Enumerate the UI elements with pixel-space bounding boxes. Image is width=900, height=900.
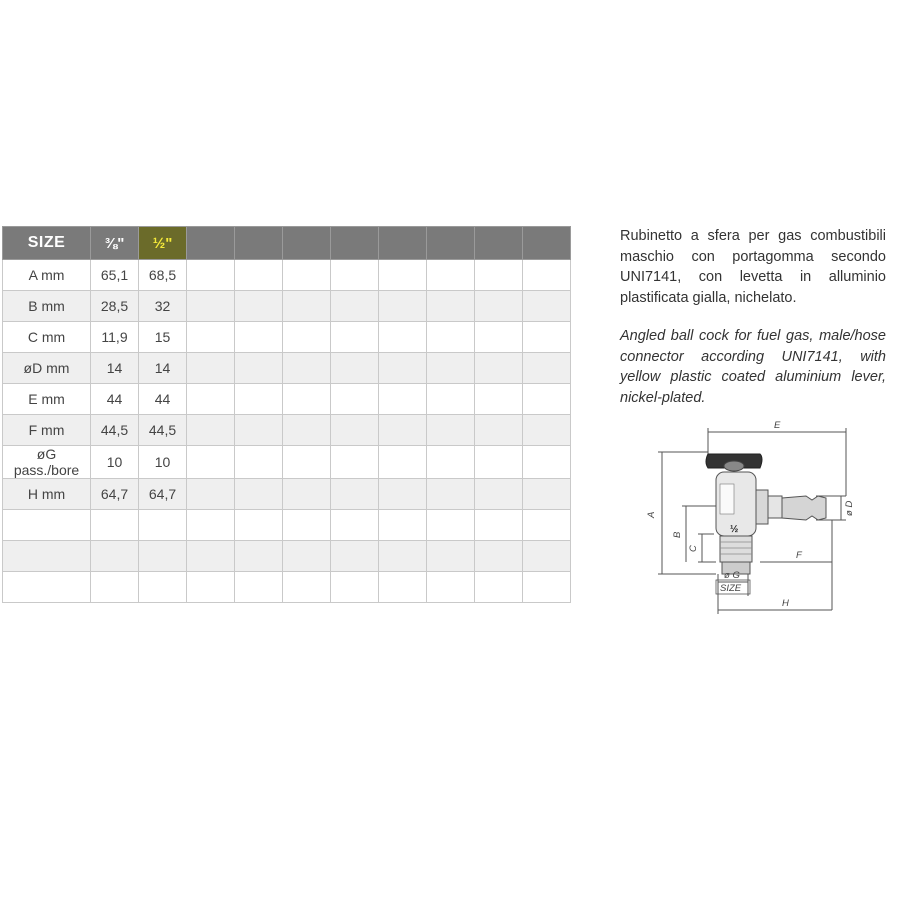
table-cell xyxy=(139,572,187,603)
table-cell xyxy=(283,260,331,291)
row-label: B mm xyxy=(3,291,91,322)
table-cell: 28,5 xyxy=(91,291,139,322)
table-cell: 44 xyxy=(91,384,139,415)
table-cell xyxy=(91,572,139,603)
table-row xyxy=(3,291,571,322)
row-label: H mm xyxy=(3,479,91,510)
row-label: A mm xyxy=(3,260,91,291)
table-cell xyxy=(523,510,571,541)
table-cell xyxy=(523,541,571,572)
description-italian: Rubinetto a sfera per gas combustibili maschio con portagomma secondo UNI7141, con levetta in alluminio plastificata gialla, nichelato. xyxy=(620,228,886,306)
table-cell xyxy=(475,572,523,603)
table-row xyxy=(3,510,571,541)
table-cell xyxy=(283,415,331,446)
table-cell xyxy=(379,291,427,322)
row-label: C mm xyxy=(3,322,91,353)
table-cell xyxy=(91,541,139,572)
table-cell xyxy=(523,446,571,479)
table-cell xyxy=(427,260,475,291)
table-cell xyxy=(235,510,283,541)
table-cell xyxy=(187,384,235,415)
size-column-header xyxy=(427,227,475,260)
table-cell xyxy=(283,353,331,384)
table-row xyxy=(3,572,571,603)
table-cell xyxy=(235,479,283,510)
table-cell xyxy=(235,572,283,603)
dim-label-g: ø G xyxy=(724,570,740,581)
dim-label-c: C xyxy=(688,545,699,552)
table-cell xyxy=(475,510,523,541)
table-cell xyxy=(283,541,331,572)
table-cell: 65,1 xyxy=(91,260,139,291)
row-label xyxy=(3,572,91,603)
table-cell xyxy=(187,322,235,353)
table-cell: 14 xyxy=(139,353,187,384)
table-row xyxy=(3,541,571,572)
table-cell: 68,5 xyxy=(139,260,187,291)
table-cell xyxy=(235,291,283,322)
table-cell xyxy=(187,572,235,603)
table-cell xyxy=(523,384,571,415)
table-row xyxy=(3,384,571,415)
size-column-header xyxy=(187,227,235,260)
table-cell xyxy=(379,479,427,510)
table-cell xyxy=(187,446,235,479)
table-cell xyxy=(379,353,427,384)
table-row xyxy=(3,260,571,291)
table-body xyxy=(3,260,571,603)
table-cell xyxy=(139,510,187,541)
table-cell xyxy=(331,510,379,541)
size-column-header xyxy=(379,227,427,260)
table-cell xyxy=(523,291,571,322)
table-cell xyxy=(427,572,475,603)
table-cell: 44,5 xyxy=(91,415,139,446)
size-column-header: ⅜" xyxy=(91,227,139,260)
table-cell xyxy=(475,291,523,322)
table-cell xyxy=(475,260,523,291)
table-cell xyxy=(523,415,571,446)
table-cell xyxy=(283,510,331,541)
table-cell xyxy=(235,322,283,353)
table-cell xyxy=(91,510,139,541)
table-cell: 10 xyxy=(91,446,139,479)
table-cell xyxy=(523,322,571,353)
table-cell xyxy=(331,353,379,384)
table-cell xyxy=(187,291,235,322)
table-cell xyxy=(187,510,235,541)
description-english: Angled ball cock for fuel gas, male/hose connector according UNI7141, with yellow plastic coated aluminium lever, nickel-plated. xyxy=(620,328,886,406)
table-cell xyxy=(283,446,331,479)
table-cell xyxy=(235,384,283,415)
table-cell xyxy=(331,260,379,291)
table-cell xyxy=(235,446,283,479)
table-row xyxy=(3,353,571,384)
table-cell xyxy=(187,353,235,384)
row-label: E mm xyxy=(3,384,91,415)
table-cell xyxy=(475,384,523,415)
table-cell xyxy=(331,446,379,479)
valve-size-mark: ½ xyxy=(730,524,739,535)
table-cell xyxy=(235,415,283,446)
table-cell xyxy=(331,479,379,510)
table-cell xyxy=(331,384,379,415)
table-row xyxy=(3,322,571,353)
size-column-header: ½" xyxy=(139,227,187,260)
table-cell xyxy=(523,479,571,510)
table-cell xyxy=(331,322,379,353)
table-cell xyxy=(187,415,235,446)
table-cell xyxy=(427,384,475,415)
table-cell: 10 xyxy=(139,446,187,479)
table-cell xyxy=(283,322,331,353)
valve-technical-drawing xyxy=(636,414,866,619)
spec-table xyxy=(2,226,571,603)
table-cell xyxy=(427,541,475,572)
table-cell xyxy=(379,572,427,603)
table-header-row xyxy=(3,227,571,260)
dim-label-f: F xyxy=(796,550,802,561)
table-cell xyxy=(187,260,235,291)
table-cell xyxy=(475,446,523,479)
size-header: SIZE xyxy=(3,227,91,260)
table-cell xyxy=(235,541,283,572)
table-cell xyxy=(187,479,235,510)
table-cell xyxy=(475,415,523,446)
dim-label-a: A xyxy=(646,511,657,518)
dim-label-e: E xyxy=(774,420,781,431)
table-cell xyxy=(379,260,427,291)
table-cell: 14 xyxy=(91,353,139,384)
table-cell xyxy=(331,415,379,446)
table-cell: 15 xyxy=(139,322,187,353)
table-cell xyxy=(283,384,331,415)
table-cell xyxy=(427,510,475,541)
table-cell xyxy=(331,572,379,603)
size-column-header xyxy=(331,227,379,260)
size-column-header xyxy=(475,227,523,260)
table-cell xyxy=(331,541,379,572)
table-cell xyxy=(379,510,427,541)
table-cell xyxy=(427,353,475,384)
table-cell xyxy=(523,572,571,603)
table-cell: 44,5 xyxy=(139,415,187,446)
size-column-header xyxy=(523,227,571,260)
table-cell xyxy=(379,541,427,572)
table-cell: 11,9 xyxy=(91,322,139,353)
table-cell xyxy=(427,291,475,322)
dim-label-b: B xyxy=(672,531,683,538)
table-cell xyxy=(523,353,571,384)
table-cell xyxy=(139,541,187,572)
table-cell xyxy=(475,353,523,384)
table-cell: 64,7 xyxy=(91,479,139,510)
table-cell xyxy=(379,322,427,353)
row-label xyxy=(3,510,91,541)
dim-label-d: ø D xyxy=(844,500,855,516)
table-cell xyxy=(187,541,235,572)
table-cell: 64,7 xyxy=(139,479,187,510)
table-cell xyxy=(235,353,283,384)
table-cell xyxy=(283,291,331,322)
table-row xyxy=(3,415,571,446)
table-cell xyxy=(475,322,523,353)
table-row xyxy=(3,446,571,479)
table-cell xyxy=(283,479,331,510)
table-cell xyxy=(379,446,427,479)
table-cell xyxy=(523,260,571,291)
row-label xyxy=(3,541,91,572)
table-cell xyxy=(427,322,475,353)
table-cell xyxy=(427,479,475,510)
row-label: F mm xyxy=(3,415,91,446)
table-cell: 32 xyxy=(139,291,187,322)
dim-label-h: H xyxy=(782,598,789,609)
table-cell xyxy=(283,572,331,603)
table-cell xyxy=(475,541,523,572)
size-column-header xyxy=(235,227,283,260)
table-cell xyxy=(379,384,427,415)
table-row xyxy=(3,479,571,510)
table-cell xyxy=(379,415,427,446)
table-cell xyxy=(427,446,475,479)
table-cell xyxy=(235,260,283,291)
row-label: øD mm xyxy=(3,353,91,384)
table-cell xyxy=(475,479,523,510)
row-label: øG pass./bore xyxy=(3,446,91,479)
size-column-header xyxy=(283,227,331,260)
dim-label-size: SIZE xyxy=(720,583,742,594)
table-cell: 44 xyxy=(139,384,187,415)
table-cell xyxy=(427,415,475,446)
table-cell xyxy=(331,291,379,322)
